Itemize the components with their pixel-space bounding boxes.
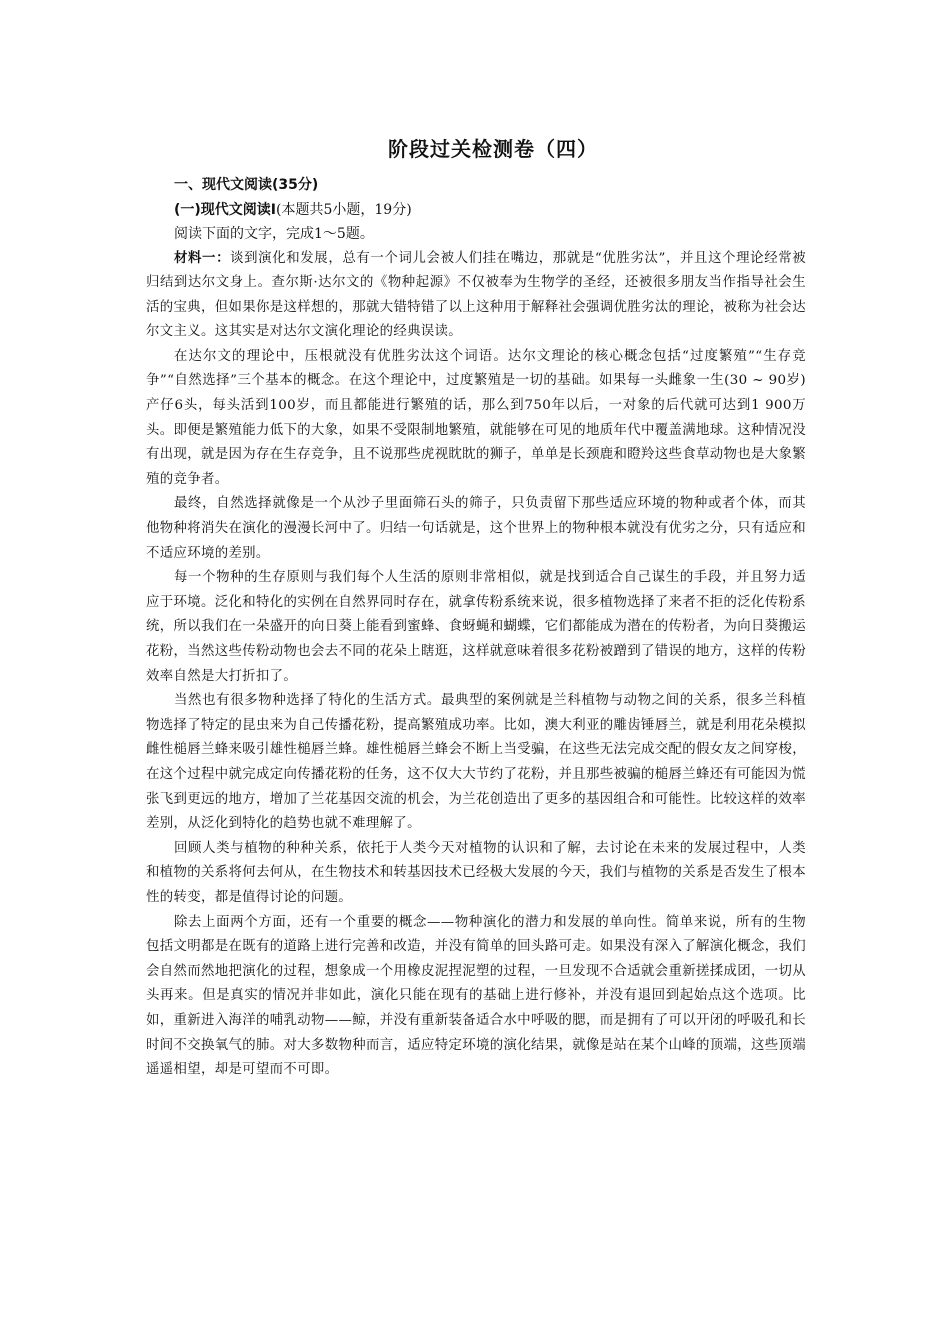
- paragraph-5: 当然也有很多物种选择了特化的生活方式。最典型的案例就是兰科植物与动物之间的关系，很多兰科植物选择了特定的昆虫来为自己传播花粉，提高繁殖成功率。比如，澳大利亚的雕齿锤唇兰，就是利用花朵模拟雌性槌唇兰蜂来吸引雄性槌唇兰蜂。雄性槌唇兰蜂会不断上当受骗，在这些无法完成交配的假女友之间穿梭，在这个过程中就完成定向传播花粉的任务，这不仅大大节约了花粉，并且那些被骗的槌唇兰蜂还有可能因为慌张飞到更远的地方，增加了兰花基因交流的机会，为兰花创造出了更多的基因组合和可能性。比较这样的效率差别，从泛化到特化的趋势也就不难理解了。: [146, 693, 806, 832]
- section-heading: 一、现代文阅读(35分): [174, 177, 319, 193]
- paragraph-6: 回顾人类与植物的种种关系，依托于人类今天对植物的认识和了解，去讨论在未来的发展过程中，人类和植物的关系将何去何从，在生物技术和转基因技术已经极大发展的今天，我们与植物的关系是否发生了根本性的转变，都是值得讨论的问题。: [146, 840, 806, 905]
- material-label: 材料一：: [174, 250, 231, 266]
- subsection-heading-label: (一)现代文阅读Ⅰ: [174, 201, 277, 218]
- paragraph-2: 在达尔文的理论中，压根就没有优胜劣汰这个词语。达尔文理论的核心概念包括“过度繁殖”“生存竞争”“自然选择”三个基本的概念。在这个理论中，过度繁殖是一切的基础。如果每一头雌象一生(30 ~ 90岁)产仔6头，每头活到100岁，而且都能进行繁殖的话，那么到750年以后，一对象的后代就可达到1 900万头。即便是繁殖能力低下的大象，如果不受限制地繁殖，就能够在可见的地质年代中覆盖满地球。这种情况没有出现，就是因为存在生存竞争，且不说那些虎视眈眈的狮子，单单是长颈鹿和瞪羚这些食草动物也是大象繁殖的竞争者。: [146, 348, 806, 487]
- paragraph-1-text: 谈到演化和发展，总有一个词儿会被人们挂在嘴边，那就是“优胜劣汰”，并且这个理论经常被归结到达尔文身上。查尔斯·达尔文的《物种起源》不仅被奉为生物学的圣经，还被很多朋友当作指导社会生活的宝典，但如果你是这样想的，那就大错特错了以上这种用于解释社会强调优胜劣汰的理论，被称为社会达尔文主义。这其实是对达尔文演化理论的经典误读。: [146, 250, 806, 340]
- paragraph-1: [146, 247, 806, 345]
- exam-title: 阶段过关检测卷（四）: [388, 137, 598, 161]
- subsection-heading-detail: (本题共5小题，19分): [276, 201, 412, 218]
- paragraph-3: 最终，自然选择就像是一个从沙子里面筛石头的筛子，只负责留下那些适应环境的物种或者个体，而其他物种将消失在演化的漫漫长河中了。归结一句话就是，这个世界上的物种根本就没有优劣之分，只有适应和不适应环境的差别。: [146, 496, 806, 561]
- exam-page: [146, 132, 806, 1083]
- paragraph-4: 每一个物种的生存原则与我们每个人生活的原则非常相似，就是找到适合自己谋生的手段，并且努力适应于环境。泛化和特化的实例在自然界同时存在，就拿传粉系统来说，很多植物选择了来者不拒的泛化传粉系统，所以我们在一朵盛开的向日葵上能看到蜜蜂、食蚜蝇和蝴蝶，它们都能成为潜在的传粉者，为向日葵搬运花粉，当然这些传粉动物也会去不同的花朵上瞎逛，这样就意味着很多花粉被蹭到了错误的地方，这样的传粉效率自然是大打折扣了。: [146, 570, 806, 684]
- reading-instruction: 阅读下面的文字，完成1～5题。: [174, 226, 374, 242]
- subsection-heading: [146, 198, 806, 223]
- paragraph-7: 除去上面两个方面，还有一个重要的概念——物种演化的潜力和发展的单向性。简单来说，所有的生物包括文明都是在既有的道路上进行完善和改造，并没有简单的回头路可走。如果没有深入了解演化概念，我们会自然而然地把演化的过程，想象成一个用橡皮泥捏泥塑的过程，一旦发现不合适就会重新搓揉成团，一切从头再来。但是真实的情况并非如此，演化只能在现有的基础上进行修补，并没有退回到起始点这个选项。比如，重新进入海洋的哺乳动物——鲸，并没有重新装备适合水中呼吸的腮，而是拥有了可以开闭的呼吸孔和长时间不交换氧气的肺。对大多数物种而言，适应特定环境的演化结果，就像是站在某个山峰的顶端，这些顶端遥遥相望，却是可望而不可即。: [146, 914, 806, 1078]
